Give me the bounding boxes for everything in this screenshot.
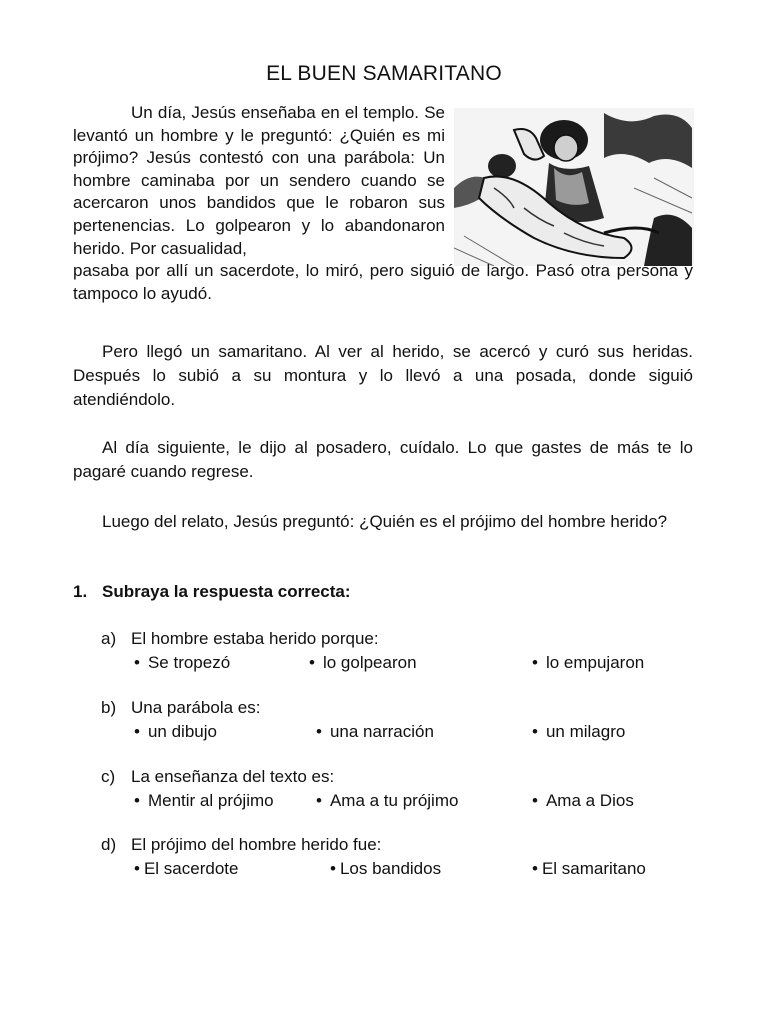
question-d [101,835,381,855]
question-letter: c) [101,767,116,786]
question-letter: b) [101,698,117,717]
question-c [101,767,334,787]
story-paragraph-2: Pero llegó un samaritano. Al ver al herido, se acercó y curó sus heridas. Después lo subió a su montura y lo llevó a una posada, donde siguió atendiéndolo. [73,342,693,409]
option-c-3[interactable]: • Ama a Dios [532,791,634,810]
question-text: Una parábola es: [131,698,261,717]
story-paragraph-3: Al día siguiente, le dijo al posadero, cuídalo. Lo que gastes de más te lo pagaré cuando regrese. [73,438,693,481]
option-a-2[interactable]: • lo golpearon [309,653,417,672]
option-d-1[interactable]: • El sacerdote [134,859,239,878]
exercise-instruction: Subraya la respuesta correcta: [102,582,351,601]
option-d-2[interactable]: • Los bandidos [330,859,442,878]
option-b-2[interactable]: • una narración [316,722,434,741]
option-c-1[interactable]: • Mentir al prójimo [134,791,274,810]
story-paragraph-4: Luego del relato, Jesús preguntó: ¿Quién es el prójimo del hombre herido? [102,512,668,531]
question-a [101,629,379,649]
option-a-3[interactable]: • lo empujaron [532,653,645,672]
story-paragraph-1-wrapped: Un día, Jesús enseñaba en el templo. Se levantó un hombre y le preguntó: ¿Quién es mi prójimo? Jesús contestó con una parábola: Un hombre caminaba por un sendero cuando se acercaron unos bandidos que le robaron sus pertenencias. Lo golpearon y lo abandonaron herido. Por casualidad, [73,103,445,258]
option-b-3[interactable]: • un milagro [532,722,626,741]
question-text: La enseñanza del texto es: [131,767,335,786]
page-title: EL BUEN SAMARITANO [266,62,502,85]
story-paragraph-1 [73,102,693,305]
option-b-1[interactable]: • un dibujo [134,722,217,741]
exercise-number: 1. [73,582,88,601]
option-c-2[interactable]: • Ama a tu prójimo [316,791,459,810]
question-letter: a) [101,629,117,648]
question-text: El prójimo del hombre herido fue: [131,835,382,854]
question-b [101,698,260,718]
option-d-3[interactable]: • El samaritano [532,859,646,878]
option-a-1[interactable]: • Se tropezó [134,653,231,672]
question-text: El hombre estaba herido porque: [131,629,379,648]
exercise-heading [73,582,351,602]
story-paragraph-1-continued: pasaba por allí un sacerdote, lo miró, pero siguió de largo. Pasó otra persona y tampoco lo ayudó. [73,261,693,303]
question-letter: d) [101,835,117,854]
